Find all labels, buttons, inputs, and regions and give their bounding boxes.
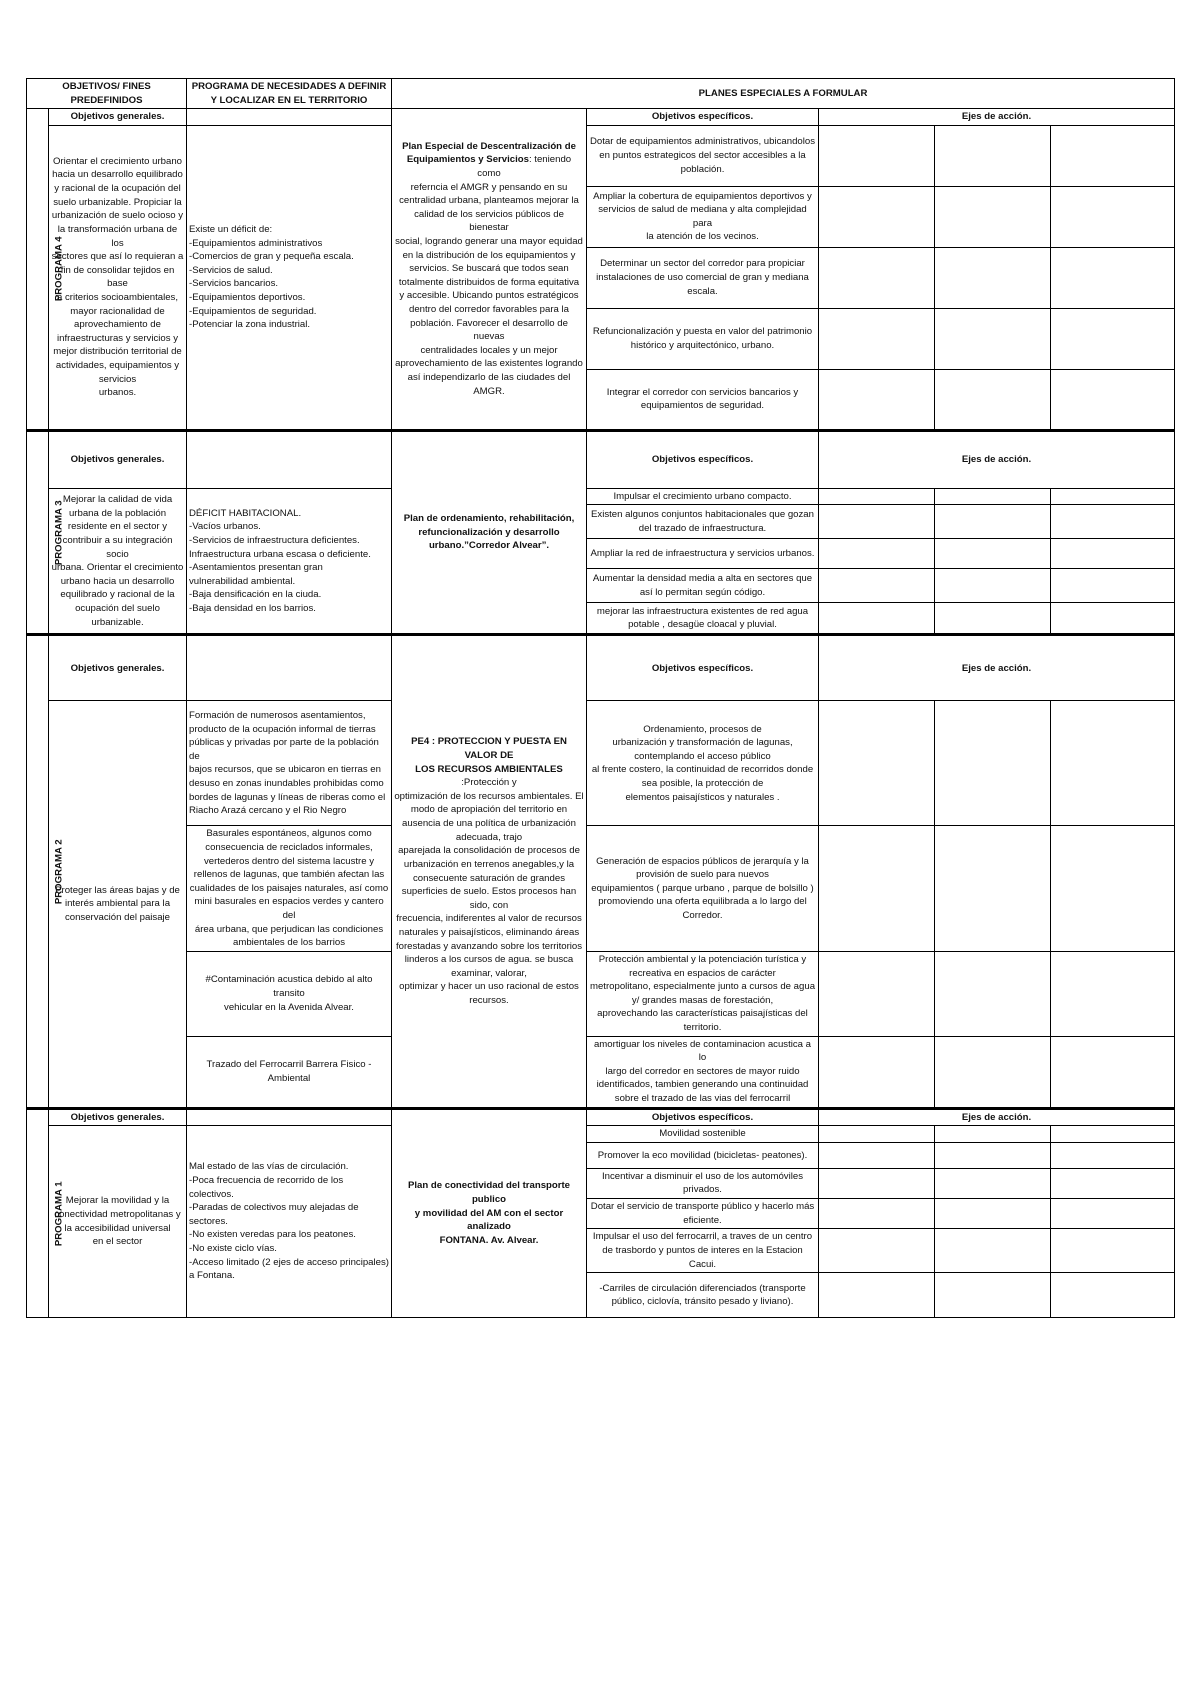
p2-eje-cell: [935, 951, 1051, 1036]
p3-blank: [187, 430, 392, 488]
p2-eje-cell: [819, 826, 935, 951]
p3-eje-cell: [819, 488, 935, 505]
p1-specific-3: Incentivar a disminuir el uso de los automóviles privados.: [587, 1168, 819, 1198]
p1-eje-cell: [819, 1273, 935, 1318]
p4-specific-5: Integrar el corredor con servicios bancarios y equipamientos de seguridad.: [587, 369, 819, 430]
p1-program-label: PROGRAMA 1: [27, 1108, 49, 1317]
p2-eje-cell: [819, 701, 935, 826]
p2-specific-3: Protección ambiental y la potenciación turística y recreativa en espacios de carácter metropolitano, especialmente junto a cursos de agua y/ grandes masas de forestación, aprovechando las características paisajísticas del territorio.: [587, 951, 819, 1036]
p4-eje-cell: [1051, 308, 1175, 369]
p2-plan-body: :Protección y optimización de los recursos ambientales. El modo de apropiación del territorio en ausencia de una política de urbanización adecuada, trajo aparejada la consolidación de procesos de urbanización en terrenos anegables,y la consecuente saturación de grandes superficies de suelo. Estos procesos han sido, con frecuencia, indiferentes al valor de recursos naturales y paisajísticos, eliminando áreas forestadas y avanzando sobre los territorios linderos a los cursos de agua. se busca examinar, valorar, optimizar y hacer un uso racional de estos recursos.: [394, 777, 584, 1007]
p2-label-row: [27, 635, 1175, 701]
p1-specific-5: Impulsar el uso del ferrocarril, a traves de un centro de trasbordo y puntos de interes en la Estacion Cacui.: [587, 1229, 819, 1273]
p2-specific-label: Objetivos específicos.: [587, 635, 819, 701]
p1-specific-label: Objetivos específicos.: [587, 1108, 819, 1126]
p1-eje-cell: [935, 1199, 1051, 1229]
p3-specific-1: Impulsar el crecimiento urbano compacto.: [587, 488, 819, 505]
p3-specific-2: Existen algunos conjuntos habitacionales que gozan del trazado de infraestructura.: [587, 505, 819, 539]
p4-plan: [392, 109, 587, 431]
p1-eje-cell: [1051, 1142, 1175, 1168]
p2-ejes-label: Ejes de acción.: [819, 635, 1175, 701]
p3-eje-cell: [1051, 488, 1175, 505]
p2-general-objective: Proteger las áreas bajas y de interés ambiental para la conservación del paisaje: [49, 701, 187, 1108]
p1-general-objective: Mejorar la movilidad y la conectividad metropolitanas y la accesibilidad universal en el sector: [49, 1126, 187, 1318]
p1-eje-cell: [819, 1229, 935, 1273]
p2-specific-1: Ordenamiento, procesos de urbanización y transformación de lagunas, contemplando el acceso público al frente costero, la continuidad de recorridos donde sea posible, la protección de elementos paisajísticos y naturales .: [587, 701, 819, 826]
p3-eje-cell: [819, 539, 935, 569]
p4-eje-cell: [1051, 125, 1175, 186]
p4-ejes-label: Ejes de acción.: [819, 109, 1175, 126]
p1-eje-cell: [819, 1142, 935, 1168]
p1-eje-cell: [935, 1273, 1051, 1318]
header-objetivos: OBJETIVOS/ FINES PREDEFINIDOS: [27, 79, 187, 109]
p3-eje-cell: [935, 603, 1051, 635]
p1-eje-cell: [935, 1142, 1051, 1168]
p1-ejes-label: Ejes de acción.: [819, 1108, 1175, 1126]
p4-general-label: Objetivos generales.: [49, 109, 187, 126]
p1-eje-cell: [935, 1229, 1051, 1273]
p1-eje-cell: [935, 1168, 1051, 1198]
p1-plan: Plan de conectividad del transporte publico y movilidad del AM con el sector analizado FONTANA. Av. Alvear.: [392, 1108, 587, 1317]
p1-eje-cell: [1051, 1168, 1175, 1198]
planning-document: [26, 78, 1174, 1318]
p4-eje-cell: [935, 308, 1051, 369]
p4-program-label: PROGRAMA 4: [27, 109, 49, 431]
p2-program-label: PROGRAMA 2: [27, 635, 49, 1108]
p1-row: [27, 1126, 1175, 1143]
p2-eje-cell: [819, 951, 935, 1036]
p2-eje-cell: [1051, 701, 1175, 826]
p3-label-row: [27, 430, 1175, 488]
planning-table: [26, 78, 1175, 1318]
p2-eje-cell: [1051, 1036, 1175, 1108]
p2-need-1: Formación de numerosos asentamientos, producto de la ocupación informal de tierras públicas y privadas por parte de la población de bajos recursos, que se ubicaron en tierras en desuso en zonas inundables prohibidas como bordes de lagunas y líneas de riberas como el Riacho Arazá cercano y el Rio Negro: [187, 701, 392, 826]
p2-row: [27, 826, 1175, 951]
p2-eje-cell: [1051, 951, 1175, 1036]
p1-eje-cell: [819, 1126, 935, 1143]
p2-row: [27, 1036, 1175, 1108]
p1-label-row: [27, 1108, 1175, 1126]
p4-eje-cell: [819, 247, 935, 308]
p2-specific-4: amortiguar los niveles de contaminacion acustica a lo largo del corredor en sectores de mayor ruido identificados, tambien generando una continuidad sobre el trazado de las vias del ferrocarril: [587, 1036, 819, 1108]
p3-eje-cell: [1051, 505, 1175, 539]
p3-general-label: Objetivos generales.: [49, 430, 187, 488]
p1-needs: Mal estado de las vías de circulación. -Poca frecuencia de recorrido de los colectivos. -Paradas de colectivos muy alejadas de sectores. -No existen veredas para los peatones. -No existe ciclo vías. -Acceso limitado (2 ejes de acceso principales) a Fontana.: [187, 1126, 392, 1318]
p3-general-objective: Mejorar la calidad de vida urbana de la población residente en el sector y contribuir a su integración socio urbana. Orientar el crecimiento urbano hacia un desarrollo equilibrado y racional de la ocupación del suelo urbanizable.: [49, 488, 187, 635]
header-programa-necesidades: PROGRAMA DE NECESIDADES A DEFINIR Y LOCALIZAR EN EL TERRITORIO: [187, 79, 392, 109]
p4-label-row: [27, 109, 1175, 126]
p3-eje-cell: [1051, 539, 1175, 569]
p3-eje-cell: [935, 488, 1051, 505]
p4-plan-body: : teniendo como referncia el AMGR y pensando en su centralidad urbana, planteamos mejorar la calidad de los servicios públicos de bienestar social, logrando generar una mayor equidad en la distribución de los equipamientos y servicios. Se buscará que todos sean totalmente distribuidos de forma equitativa y accesible. Ubicando puntos estratégicos dentro del corredor favorables para la población. Favorecer el desarrollo de nuevas centralidades locales y un mejor aprovechamiento de las existentes logrando así independizarlo de las ciudades del AMGR.: [395, 154, 583, 397]
p3-plan: Plan de ordenamiento, rehabilitación, refuncionalización y desarrollo urbano.”Corredor Alvear”.: [392, 430, 587, 635]
p4-specific-4: Refuncionalización y puesta en valor del patrimonio histórico y arquitectónico, urbano.: [587, 308, 819, 369]
p1-eje-cell: [1051, 1229, 1175, 1273]
p2-plan-title: PE4 : PROTECCION Y PUESTA EN VALOR DE LOS RECURSOS AMBIENTALES: [411, 736, 567, 775]
p4-row: [27, 125, 1175, 186]
p1-eje-cell: [1051, 1126, 1175, 1143]
p3-row: [27, 488, 1175, 505]
p1-specific-2: Promover la eco movilidad (bicicletas- peatones).: [587, 1142, 819, 1168]
p4-specific-3: Determinar un sector del corredor para propiciar instalaciones de uso comercial de gran y mediana escala.: [587, 247, 819, 308]
p4-eje-cell: [819, 186, 935, 247]
p4-eje-cell: [1051, 369, 1175, 430]
p4-general-objective: Orientar el crecimiento urbano hacia un desarrollo equilibrado y racional de la ocupación del suelo urbanizable. Propiciar la urbanización de suelo ocioso y la transformación urbana de los sectores que así lo requieran a fin de consolidar tejidos en base a criterios socioambientales, mayor racionalidad de aprovechamiento de infraestructuras y servicios y mejor distribución territorial de actividades, equipamientos y servicios urbanos.: [49, 125, 187, 430]
p2-general-label: Objetivos generales.: [49, 635, 187, 701]
header-row: [27, 79, 1175, 109]
p3-program-label: PROGRAMA 3: [27, 430, 49, 635]
p4-specific-1: Dotar de equipamientos administrativos, ubicandolos en puntos estrategicos del sector accesibles a la población.: [587, 125, 819, 186]
p4-plan-title: Plan Especial de Descentralización de Equipamientos y Servicios: [402, 140, 576, 166]
p4-specific-2: Ampliar la cobertura de equipamientos deportivos y servicios de salud de mediana y alta complejidad para la atención de los vecinos.: [587, 186, 819, 247]
p3-eje-cell: [1051, 569, 1175, 603]
p2-specific-2: Generación de espacios públicos de jerarquía y la provisión de suelo para nuevos equipamientos ( parque urbano , parque de bolsillo ) promoviendo una oferta equilibrada a lo largo del Corredor.: [587, 826, 819, 951]
p4-eje-cell: [935, 247, 1051, 308]
p4-eje-cell: [1051, 247, 1175, 308]
p1-eje-cell: [935, 1126, 1051, 1143]
p3-eje-cell: [935, 505, 1051, 539]
p2-row: [27, 951, 1175, 1036]
p2-row: [27, 701, 1175, 826]
p4-eje-cell: [819, 308, 935, 369]
p3-eje-cell: [935, 539, 1051, 569]
p4-eje-cell: [819, 125, 935, 186]
p4-needs: Existe un déficit de: -Equipamientos administrativos -Comercios de gran y pequeña escala. -Servicios de salud. -Servicios bancarios. -Equipamientos deportivos. -Equipamientos de seguridad. -Potenciar la zona industrial.: [187, 125, 392, 430]
p2-eje-cell: [935, 1036, 1051, 1108]
p3-eje-cell: [1051, 603, 1175, 635]
p3-specific-label: Objetivos específicos.: [587, 430, 819, 488]
p1-eje-cell: [1051, 1273, 1175, 1318]
p4-blank: [187, 109, 392, 126]
p3-specific-4: Aumentar la densidad media a alta en sectores que así lo permitan según código.: [587, 569, 819, 603]
p1-specific-4: Dotar el servicio de transporte público y hacerlo más eficiente.: [587, 1199, 819, 1229]
p3-eje-cell: [935, 569, 1051, 603]
p3-eje-cell: [819, 603, 935, 635]
p2-eje-cell: [1051, 826, 1175, 951]
header-planes-especiales: PLANES ESPECIALES A FORMULAR: [392, 79, 1175, 109]
p4-eje-cell: [1051, 186, 1175, 247]
p1-specific-6: -Carriles de circulación diferenciados (transporte público, ciclovía, tránsito pesado y liviano).: [587, 1273, 819, 1318]
p4-eje-cell: [819, 369, 935, 430]
p4-eje-cell: [935, 186, 1051, 247]
p3-eje-cell: [819, 505, 935, 539]
p2-blank: [187, 635, 392, 701]
p1-eje-cell: [1051, 1199, 1175, 1229]
p2-need-4: Trazado del Ferrocarril Barrera Fisico - Ambiental: [187, 1036, 392, 1108]
p4-eje-cell: [935, 369, 1051, 430]
p3-ejes-label: Ejes de acción.: [819, 430, 1175, 488]
p3-eje-cell: [819, 569, 935, 603]
p2-plan: [392, 635, 587, 1108]
p2-eje-cell: [935, 701, 1051, 826]
p1-specific-1: Movilidad sostenible: [587, 1126, 819, 1143]
p1-eje-cell: [819, 1168, 935, 1198]
p1-blank: [187, 1108, 392, 1126]
p4-specific-label: Objetivos específicos.: [587, 109, 819, 126]
p2-need-2: Basurales espontáneos, algunos como consecuencia de reciclados informales, vertederos dentro del sistema lacustre y rellenos de lagunas, que también afectan las cualidades de los paisajes naturales, así como mini basurales en espacios verdes y cantero del área urbana, que perjudican las condiciones ambientales de los barrios: [187, 826, 392, 951]
p1-eje-cell: [819, 1199, 935, 1229]
p4-eje-cell: [935, 125, 1051, 186]
p2-eje-cell: [819, 1036, 935, 1108]
p1-general-label: Objetivos generales.: [49, 1108, 187, 1126]
p3-needs: DÉFICIT HABITACIONAL. -Vacíos urbanos. -Servicios de infraestructura deficientes. Infraestructura urbana escasa o deficiente. -Asentamientos presentan gran vulnerabilidad ambiental. -Baja densificación en la ciuda. -Baja densidad en los barrios.: [187, 488, 392, 635]
p2-need-3: #Contaminación acustica debido al alto transito vehicular en la Avenida Alvear.: [187, 951, 392, 1036]
p2-eje-cell: [935, 826, 1051, 951]
p3-specific-5: mejorar las infraestructura existentes de red agua potable , desagüe cloacal y pluvial.: [587, 603, 819, 635]
p3-specific-3: Ampliar la red de infraestructura y servicios urbanos.: [587, 539, 819, 569]
